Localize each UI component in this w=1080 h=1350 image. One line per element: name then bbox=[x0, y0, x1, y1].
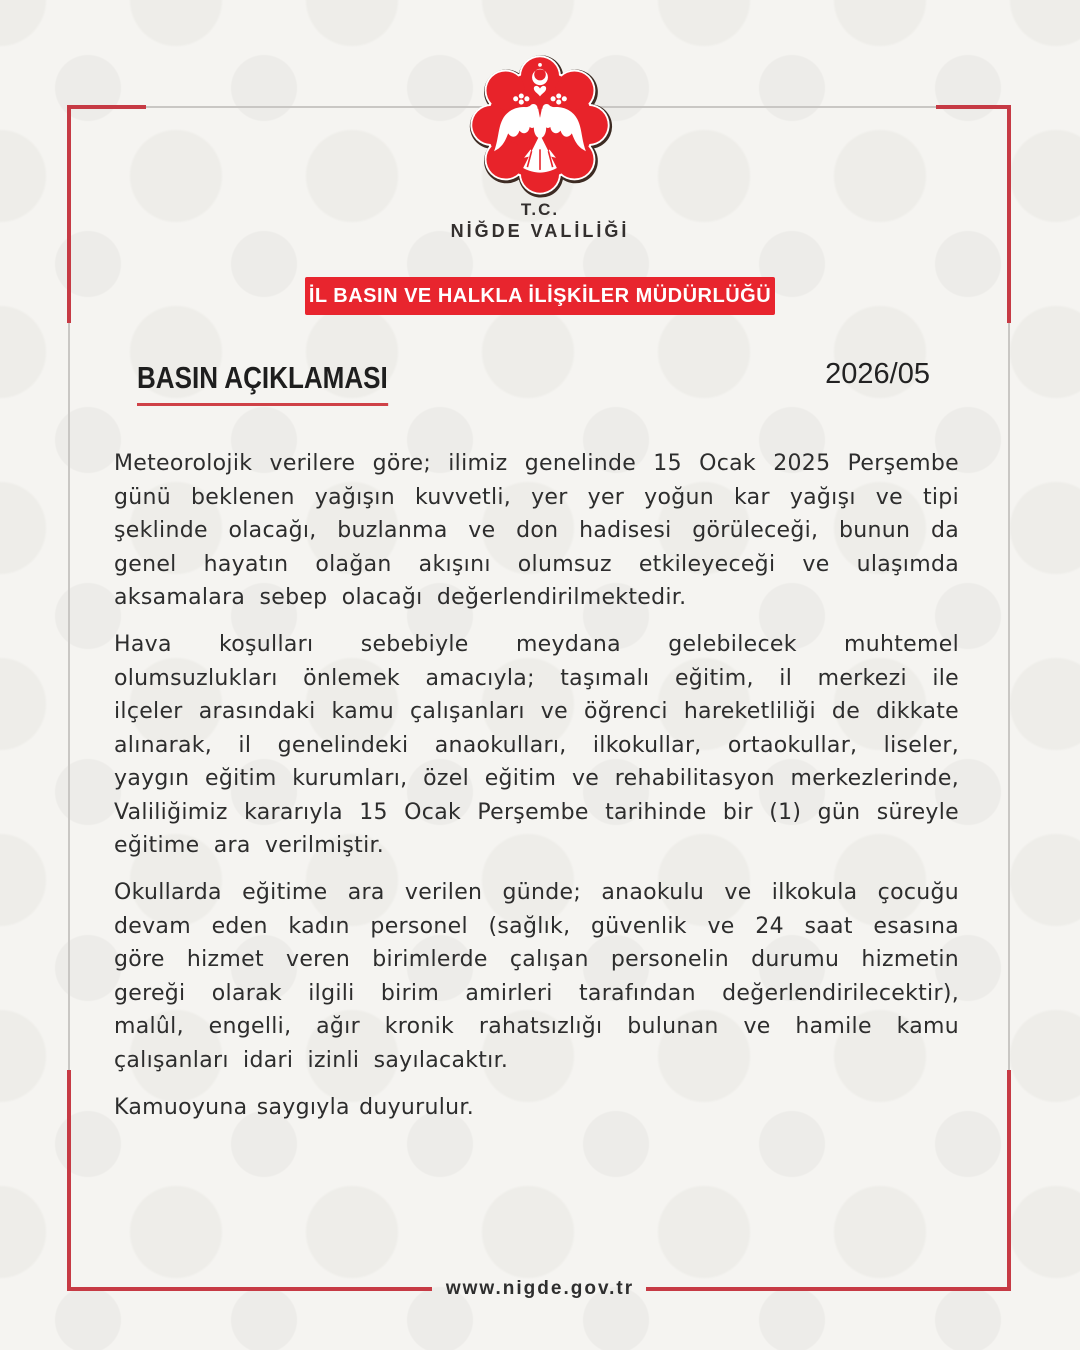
paragraph-closing: Kamuoyuna saygıyla duyurulur. bbox=[114, 1094, 475, 1120]
press-release-title: BASIN AÇIKLAMASI bbox=[137, 360, 388, 406]
nigde-valiligi-emblem bbox=[465, 52, 615, 203]
press-release-body bbox=[114, 447, 959, 1138]
reference-number: 2026/05 bbox=[825, 358, 930, 390]
footer-website: www.nigde.gov.tr bbox=[445, 1278, 635, 1299]
frame-corner-accent bbox=[1007, 1070, 1011, 1291]
paragraph-weather-assessment: Meteorolojik verilere göre; ilimiz genelinde 15 Ocak 2025 Perşembe günü beklenen yağışın kuvvetli, yer yer yoğun kar yağışı ve tipi şeklinde olacağı, buzlanma ve don hadisesi görüleceği, bunun da genel hayatın olağan akışını olumsuz etkileyeceği ve ulaşımda aksamalara sebep olacağı değerlendirilmektedir. bbox=[114, 451, 959, 610]
seljuk-eagle-rosette-icon bbox=[465, 52, 615, 198]
department-banner bbox=[305, 277, 775, 315]
frame-corner-accent bbox=[68, 105, 146, 109]
org-tc-label: T.C. bbox=[520, 200, 560, 219]
paragraph-school-closure: Hava koşulları sebebiyle meydana gelebilecek muhtemel olumsuzlukları önlemek amacıyla; taşımalı eğitim, il merkezi ile ilçeler arasındaki kamu çalışanları ve öğrenci hareketliliği de dikkate alınarak, il genelindeki anaokulları, ilkokullar, ortaokullar, liseler, yaygın eğitim kurumları, özel eğitim ve rehabilitasyon merkezlerinde, Valiliğimiz kararıyla 15 Ocak Perşembe tarihinde bir (1) gün süreyle eğitime ara verilmiştir. bbox=[114, 632, 959, 858]
org-name: NİĞDE VALİLİĞİ bbox=[450, 221, 630, 241]
frame-corner-accent bbox=[67, 1070, 71, 1291]
department-banner-label: İL BASIN VE HALKLA İLİŞKİLER MÜDÜRLÜĞÜ bbox=[308, 284, 772, 307]
frame-corner-accent bbox=[936, 105, 1010, 109]
paragraph-personnel-leave: Okullarda eğitime ara verilen günde; anaokulu ve ilkokula çocuğu devam eden kadın personel (sağlık, güvenlik ve 24 saat esasına göre hizmet veren birimlerde çalışan personelin durumu hizmetin gereği olarak ilgili birim amirleri tarafından değerlendirilecektir), malûl, engelli, ağır kronik rahatsızlığı bulunan ve hamile kamu çalışanları idari izinli sayılacaktır. bbox=[114, 880, 959, 1073]
